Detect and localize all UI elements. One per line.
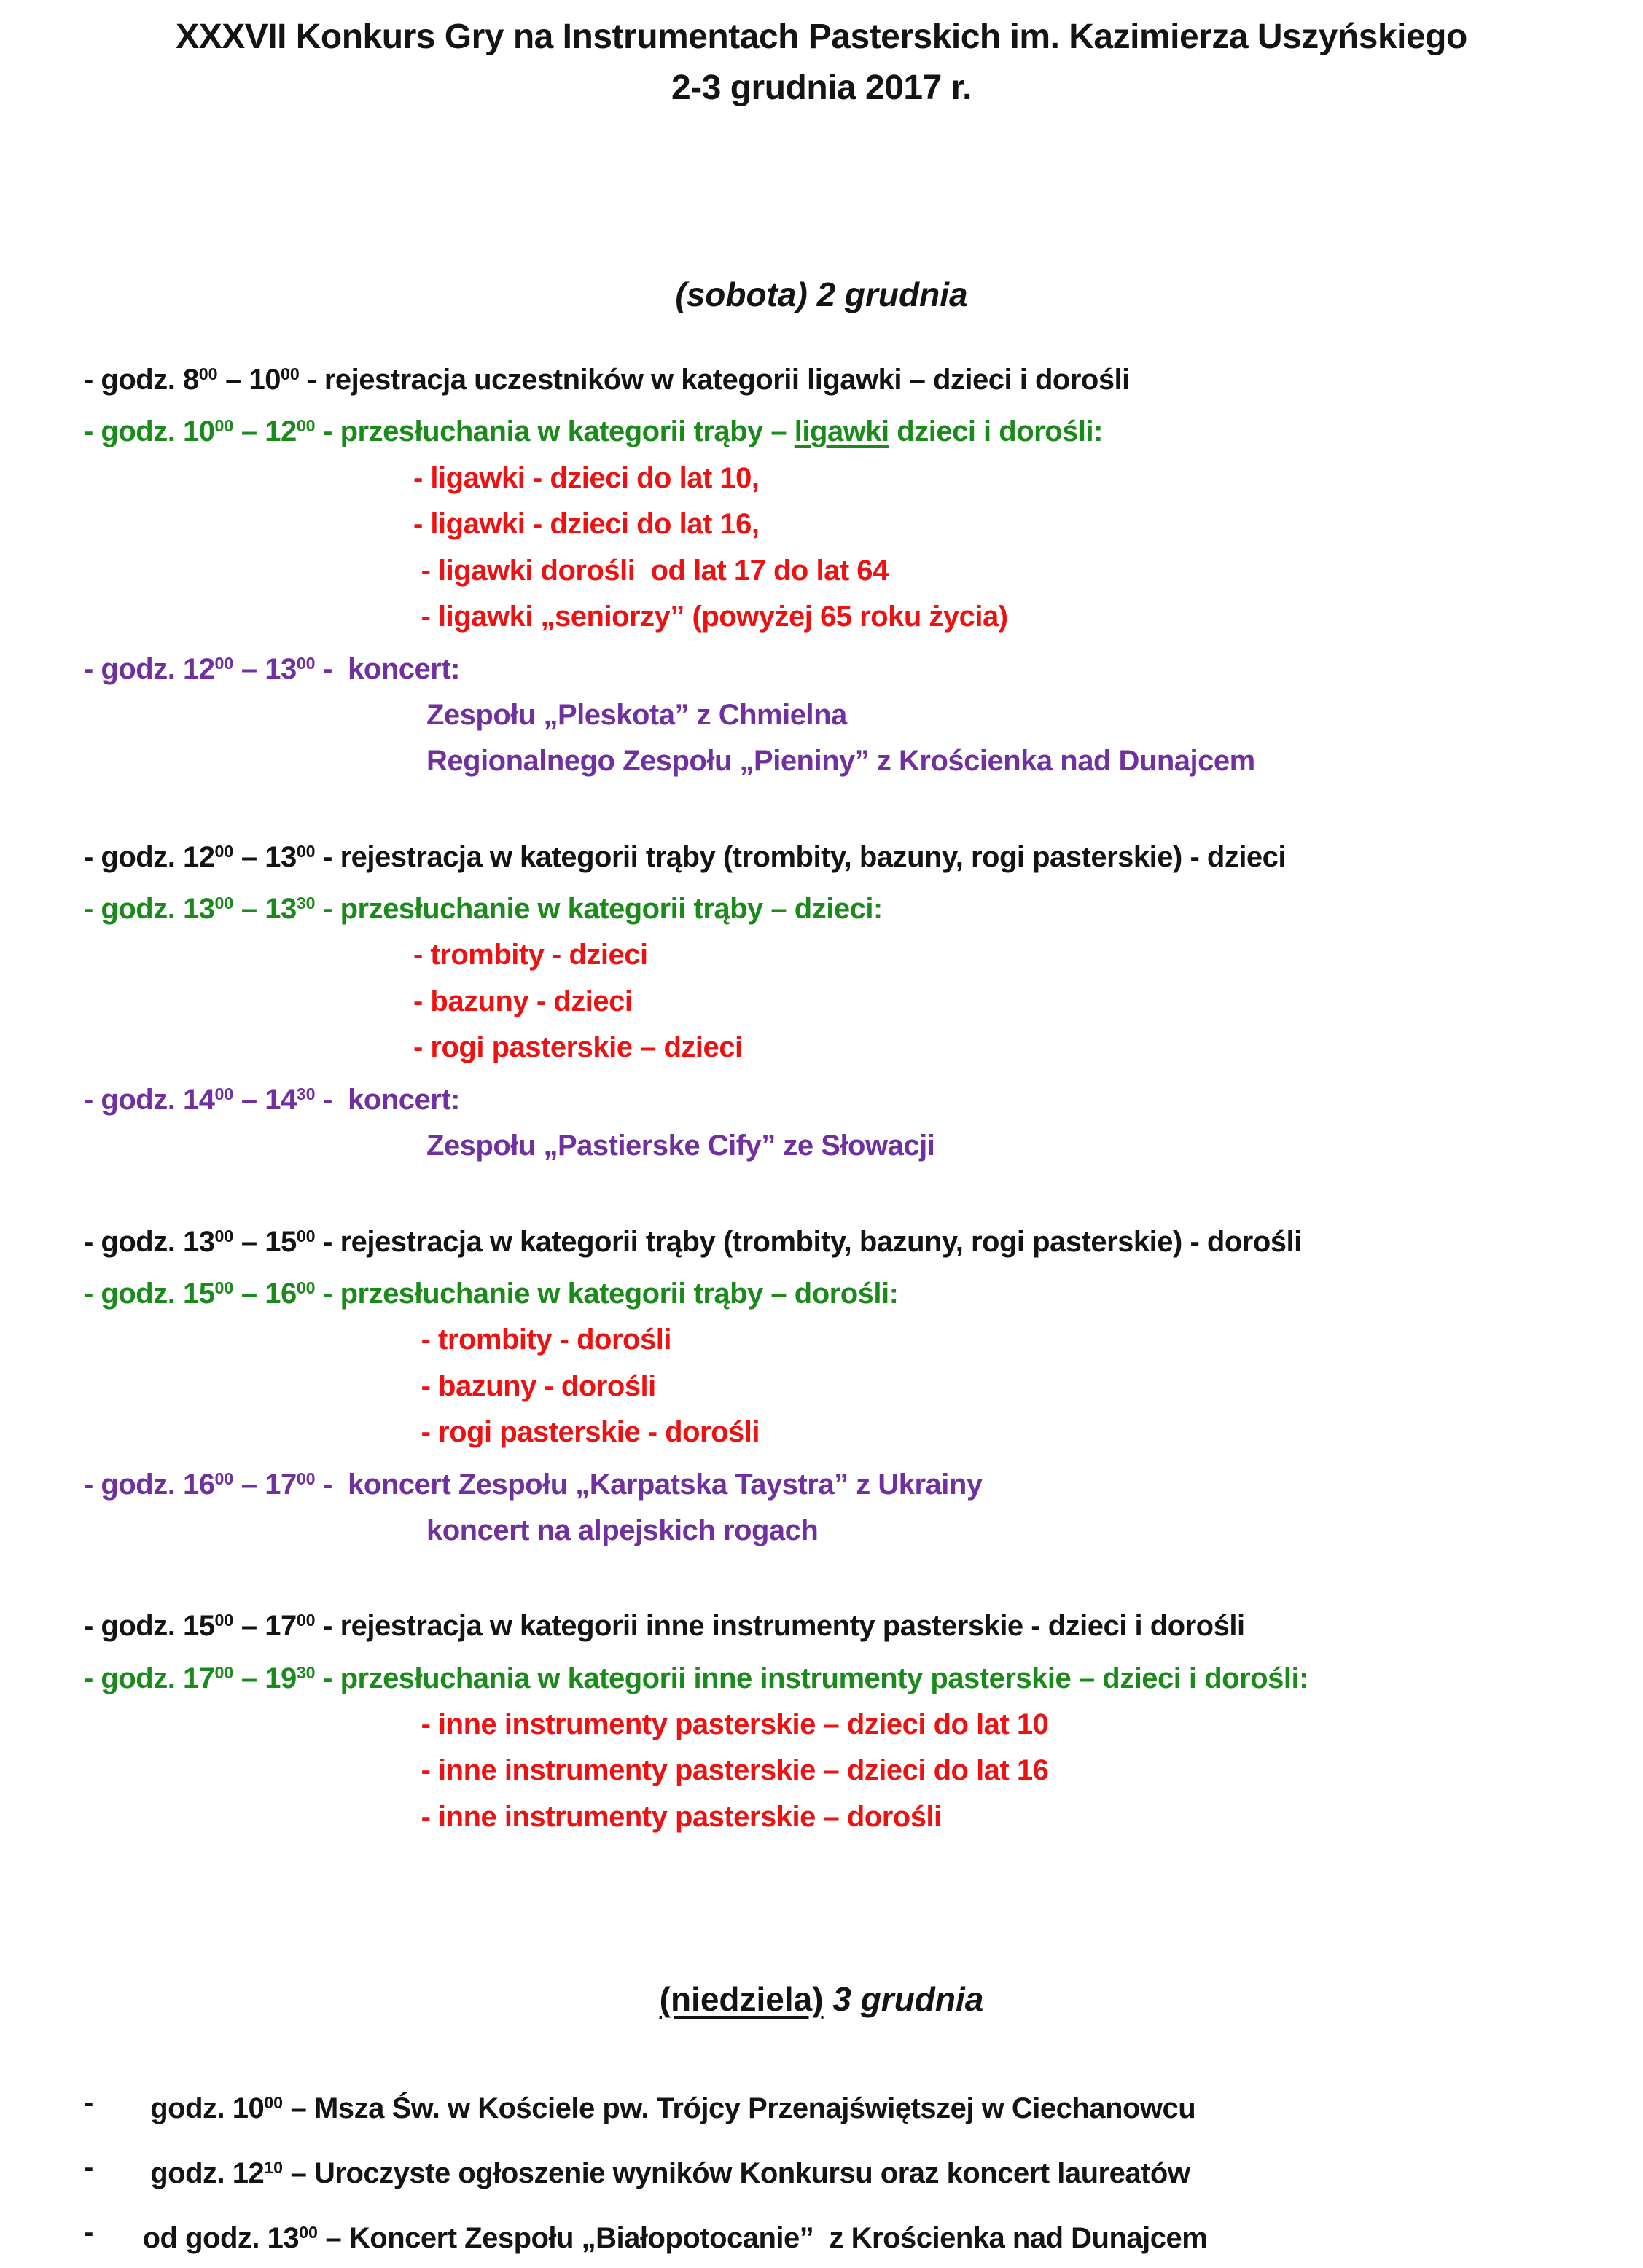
superscript-minutes: 00 xyxy=(299,2222,318,2242)
superscript-minutes: 00 xyxy=(214,1084,234,1103)
schedule-line: - godz. $10^{00} - 12^{00}$ - przesłuchania w kategorii trąby – ligawki dzieci i dorośli: xyxy=(84,415,1103,447)
dash-bullet: - xyxy=(84,2087,93,2119)
superscript-minutes: 00 xyxy=(296,1278,316,1297)
schedule-line: Regionalnego Zespołu „Pieniny” z Krościenka nad Dunajcem xyxy=(426,745,1255,778)
schedule-line: - godz. $12^{00} - 13^{00}$ - koncert: xyxy=(84,652,460,685)
sunday-heading-date: 3 grudnia xyxy=(823,1980,984,2019)
schedule-line: - godz. $13^{00} - 15^{00}$ - rejestracja w kategorii trąby (trombity, bazuny, rogi pasterskie) - dorośli xyxy=(84,1225,1302,1258)
sunday-heading xyxy=(0,1976,1643,2022)
superscript-minutes: 00 xyxy=(214,416,234,436)
schedule-gap xyxy=(84,1170,1570,1213)
schedule-line: - inne instrumenty pasterskie – dzieci do lat 10 xyxy=(413,1708,1049,1740)
superscript-minutes: 00 xyxy=(296,1611,316,1630)
superscript-minutes: 30 xyxy=(296,1084,316,1103)
schedule-line: - rogi pasterskie - dorośli xyxy=(413,1416,760,1448)
superscript-minutes: 10 xyxy=(264,2158,284,2177)
schedule-line: - ligawki dorośli od lat 17 do lat 64 xyxy=(413,554,889,587)
title-line-1: XXXVII Konkurs Gry na Instrumentach Pasterskich im. Kazimierza Uszyńskiego xyxy=(176,17,1467,56)
schedule-line: - godz. $8^{00} - 10^{00}$ - rejestracja uczestników w kategorii ligawki – dzieci i dorośli xyxy=(84,363,1130,396)
schedule-line: - ligawki - dzieci do lat 16, xyxy=(413,508,760,540)
superscript-minutes: 00 xyxy=(296,1226,316,1246)
superscript-minutes: 00 xyxy=(264,2093,284,2113)
sunday-list xyxy=(84,2073,1570,2267)
document-title xyxy=(0,0,1643,114)
schedule-line: - godz. $16^{00} - 17^{00}$ - koncert Zespołu „Karpatska Taystra” z Ukrainy xyxy=(84,1468,983,1501)
sunday-list-item xyxy=(84,2203,1570,2268)
schedule-line: - trombity - dorośli xyxy=(413,1323,671,1356)
schedule-line: - rogi pasterskie – dzieci xyxy=(413,1031,743,1064)
schedule-line: - inne instrumenty pasterskie – dzieci do lat 16 xyxy=(413,1754,1049,1787)
sunday-item-text: godz. $10^{00}$ – Msza Św. w Kościele pw. Trójcy Przenajświętszej w Ciechanowcu xyxy=(135,2092,1196,2124)
saturday-schedule xyxy=(84,351,1570,1840)
superscript-minutes: 00 xyxy=(296,653,316,673)
superscript-minutes: 00 xyxy=(198,364,218,383)
dash-bullet: - xyxy=(84,2151,93,2183)
superscript-minutes: 00 xyxy=(296,416,316,436)
schedule-line: - godz. $15^{00} - 17^{00}$ - rejestracja w kategorii inne instrumenty pasterskie - dzieci i dorośli xyxy=(84,1610,1245,1642)
schedule-line: - trombity - dzieci xyxy=(413,939,648,971)
sunday-list-item xyxy=(84,2073,1570,2138)
superscript-minutes: 00 xyxy=(214,1226,234,1246)
underlined-text: ligawki xyxy=(794,415,889,447)
schedule-line: - bazuny - dzieci xyxy=(413,985,633,1017)
schedule-line: Zespołu „Pleskota” z Chmielna xyxy=(426,698,847,731)
superscript-minutes: 00 xyxy=(280,364,300,383)
dash-bullet: - xyxy=(84,2216,93,2248)
superscript-minutes: 00 xyxy=(214,1278,234,1297)
schedule-line: - ligawki - dzieci do lat 10, xyxy=(413,461,760,494)
schedule-gap xyxy=(84,785,1570,829)
sunday-heading-underlined: (niedziela) xyxy=(659,1980,824,2019)
superscript-minutes: 00 xyxy=(296,841,316,861)
schedule-line: - inne instrumenty pasterskie – dorośli xyxy=(413,1800,942,1833)
schedule-line: - godz. $14^{00} - 14^{30}$ - koncert: xyxy=(84,1083,460,1116)
schedule-line: - bazuny - dorośli xyxy=(413,1369,656,1402)
schedule-line: Zespołu „Pastierske Cify” ze Słowacji xyxy=(426,1130,935,1162)
superscript-minutes: 00 xyxy=(214,653,234,673)
sunday-list-item xyxy=(84,2138,1570,2203)
schedule-line: - ligawki „seniorzy” (powyżej 65 roku życia) xyxy=(413,601,1008,633)
superscript-minutes: 00 xyxy=(214,1662,234,1682)
title-line-2: 2-3 grudnia 2017 r. xyxy=(671,69,972,107)
superscript-minutes: 00 xyxy=(214,1611,234,1630)
sunday-item-text: od godz. $13^{00}$ – Koncert Zespołu „Białopotocanie” z Krościenka nad Dunajcem xyxy=(135,2221,1208,2254)
saturday-heading: (sobota) 2 grudnia xyxy=(675,275,968,313)
schedule-line: koncert na alpejskich rogach xyxy=(426,1514,819,1546)
schedule-line: - godz. $17^{00} - 19^{30}$ - przesłuchania w kategorii inne instrumenty pasterskie – dzieci i dorośli: xyxy=(84,1662,1308,1694)
superscript-minutes: 00 xyxy=(214,841,234,861)
superscript-minutes: 30 xyxy=(296,1662,316,1682)
schedule-line: - godz. $13^{00} - 13^{30}$ - przesłuchanie w kategorii trąby – dzieci: xyxy=(84,892,883,925)
superscript-minutes: 00 xyxy=(296,1469,316,1488)
superscript-minutes: 00 xyxy=(214,893,234,912)
schedule-line: - godz. $12^{00} - 13^{00}$ - rejestracja w kategorii trąby (trombity, bazuny, rogi pasterskie) - dzieci xyxy=(84,840,1287,873)
superscript-minutes: 00 xyxy=(214,1469,234,1488)
superscript-minutes: 30 xyxy=(296,893,316,912)
sunday-item-text: godz. $12^{10}$ – Uroczyste ogłoszenie wyników Konkursu oraz koncert laureatów xyxy=(135,2156,1190,2189)
schedule-gap xyxy=(84,1554,1570,1598)
schedule-line: - godz. $15^{00} - 16^{00}$ - przesłuchanie w kategorii trąby – dorośli: xyxy=(84,1277,899,1310)
